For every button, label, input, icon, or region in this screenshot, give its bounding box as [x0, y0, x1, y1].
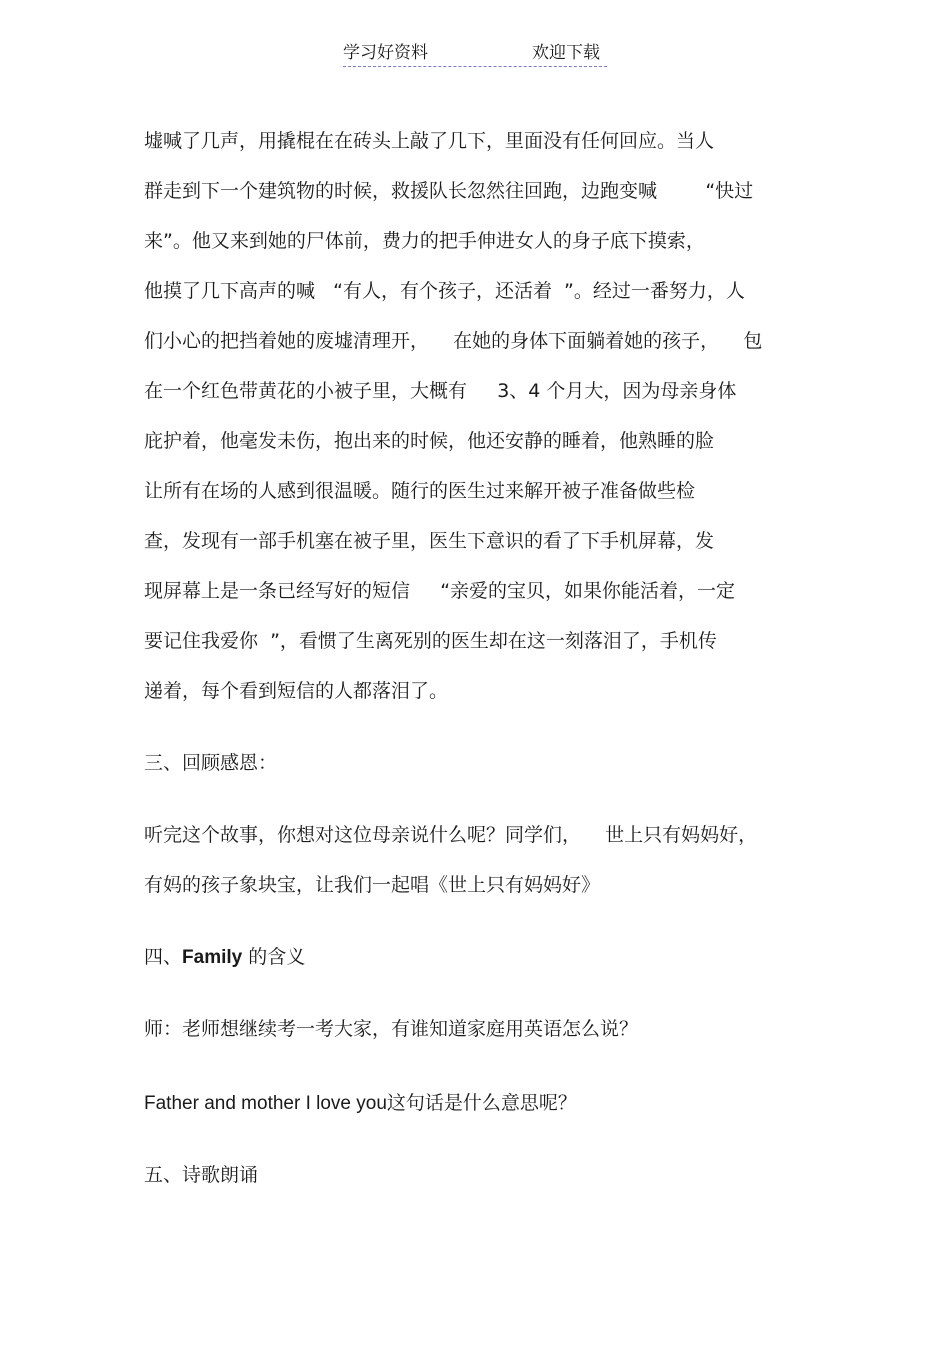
english-phrase-suffix: 这句话是什么意思呢？ — [386, 1092, 577, 1114]
story-line: 查，发现有一部手机塞在被子里，医生下意识的看了下手机屏幕，发 — [144, 530, 715, 552]
section-3-line: 听完这个故事，你想对这位母亲说什么呢？同学们， 世上只有妈妈好， — [144, 824, 758, 846]
story-line: 让所有在场的人感到很温暖。随行的医生过来解开被子准备做些检 — [144, 480, 696, 502]
story-line: 递着，每个看到短信的人都落泪了。 — [144, 680, 449, 702]
section-3-heading: 三、回顾感恩： — [144, 752, 278, 774]
story-line: 墟喊了几声，用撬棍在在砖头上敲了几下，里面没有任何回应。当人 — [144, 130, 715, 152]
section-4-teacher-line: 师：老师想继续考一考大家，有谁知道家庭用英语怎么说？ — [144, 1018, 639, 1040]
section-3-line: 有妈的孩子象块宝，让我们一起唱《世上只有妈妈好》 — [144, 874, 601, 896]
story-line: 群走到下一个建筑物的时候，救援队长忽然往回跑，边跑变喊 “快过 — [144, 180, 754, 202]
section-4-heading-prefix: 四、 — [144, 946, 183, 968]
story-line: 在一个红色带黄花的小被子里，大概有 3、4 个月大，因为母亲身体 — [144, 380, 737, 402]
story-line: 们小心的把挡着她的废墟清理开， 在她的身体下面躺着她的孩子， 包 — [144, 330, 763, 352]
section-4-heading-suffix: 的含义 — [242, 946, 306, 968]
story-line: 庇护着，他毫发未伤，抱出来的时候，他还安静的睡着，他熟睡的脸 — [144, 430, 715, 452]
header-right-text: 欢迎下载 — [532, 43, 600, 63]
story-line: 要记住我爱你 ”，看惯了生离死别的医生却在这一刻落泪了，手机传 — [144, 630, 717, 652]
section-4-heading-word: Family — [182, 947, 243, 968]
section-4-heading — [144, 943, 305, 972]
section-4-english-line — [144, 1089, 577, 1118]
story-line: 他摸了几下高声的喊 “有人，有个孩子，还活着 ”。经过一番努力，人 — [144, 280, 745, 302]
english-phrase: Father and mother I love you — [144, 1093, 387, 1114]
header-left-text: 学习好资料 — [343, 43, 428, 63]
story-line: 现屏幕上是一条已经写好的短信 “亲爱的宝贝，如果你能活着，一定 — [144, 580, 736, 602]
section-5-heading: 五、诗歌朗诵 — [144, 1164, 259, 1186]
story-line: 来”。他又来到她的尸体前，费力的把手伸进女人的身子底下摸索， — [144, 230, 705, 252]
